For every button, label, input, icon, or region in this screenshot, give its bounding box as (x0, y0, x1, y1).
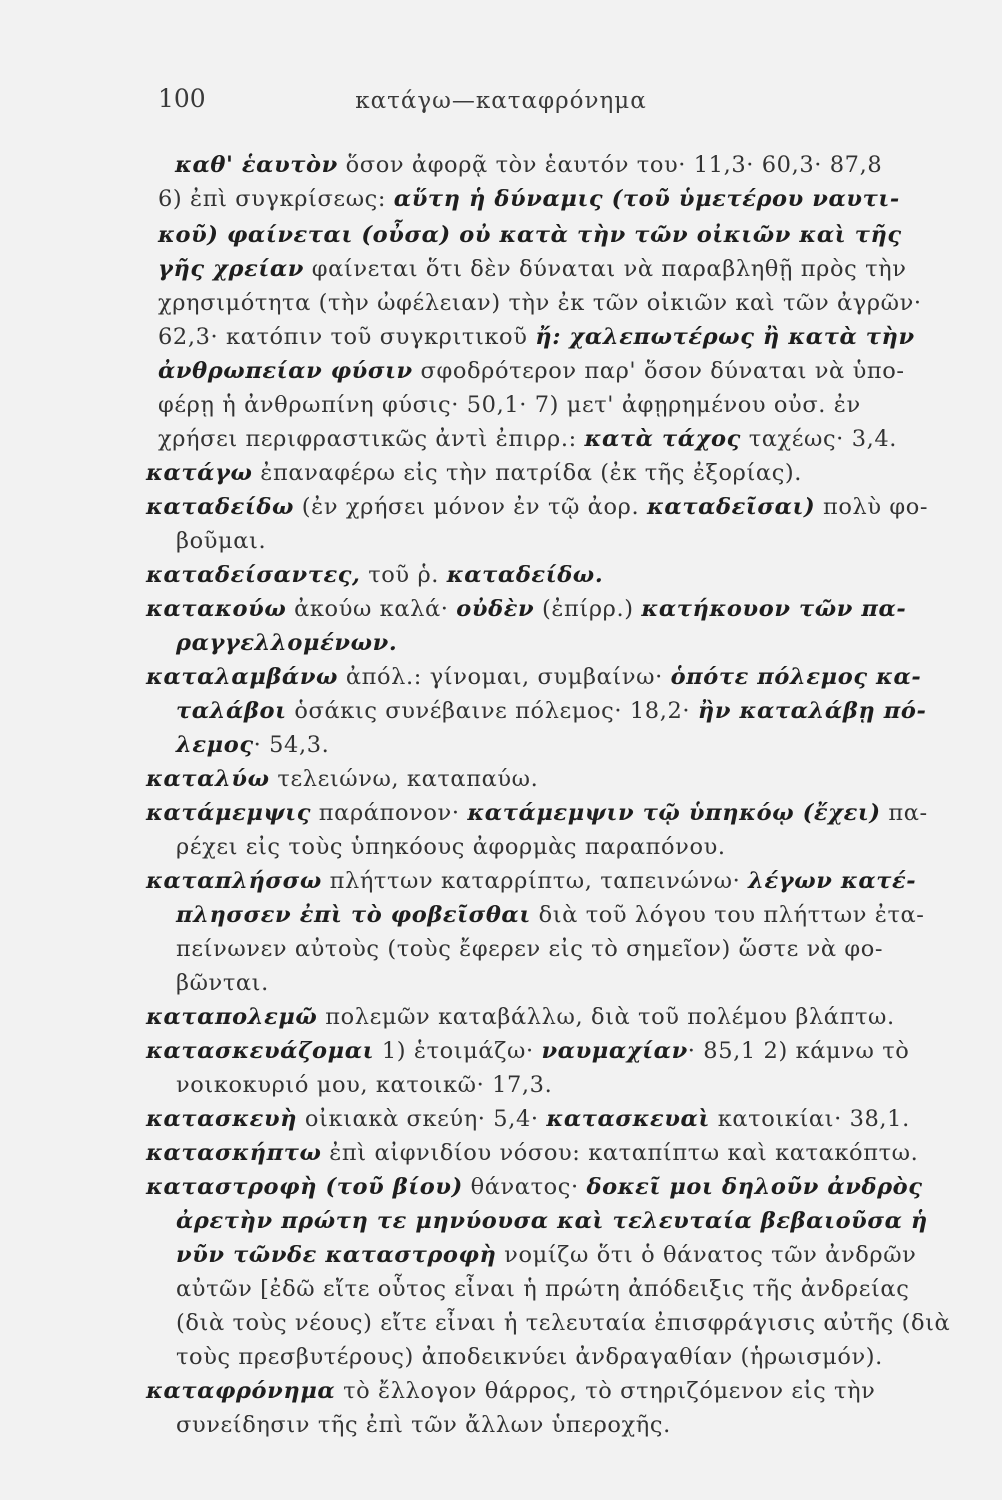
entry-headline (146, 490, 928, 525)
headword: καθ' ἑαυτὸν (175, 152, 338, 178)
headword: ἀνθρωπείαν φύσιν (158, 358, 413, 384)
headword: καταστροφὴ (τοῦ βίου) (146, 1174, 463, 1200)
headword: καταδεῖσαι) (646, 494, 816, 520)
entry-line (158, 286, 922, 321)
definition-text: οἰκιακὰ σκεύη· 5,4· (297, 1106, 547, 1132)
headword: καταδείδω. (446, 562, 604, 588)
definition-text: τὸ ἔλλογον θάρρος, τὸ στηριζόμενον εἰς τὴν (335, 1378, 876, 1404)
entry-line (176, 1068, 552, 1103)
entry-line (176, 898, 925, 933)
running-head: κατάγω—καταφρόνημα (355, 88, 647, 114)
definition-text: παράπονον· (311, 800, 468, 826)
entry-line (158, 320, 915, 355)
headword: ἢν καταλάβῃ πό- (697, 698, 927, 724)
headword: κατάμεμψις (146, 800, 312, 826)
definition-text: ἀπόλ.: γίνομαι, συμβαίνω· (338, 664, 671, 690)
entry-headline (146, 1000, 895, 1035)
headword: καταλαμβάνω (146, 664, 339, 690)
headword: ἤ: χαλεπωτέρως ἢ κατὰ τὴν (535, 324, 915, 350)
definition-text: τελειώνω, καταπαύω. (269, 766, 539, 792)
definition-text: συνείδησιν τῆς ἐπὶ τῶν ἄλλων ὑπεροχῆς. (176, 1412, 671, 1438)
definition-text: πείνωνεν αὐτοὺς (τοὺς ἔφερεν εἰς τὸ σημεῖον) ὥστε νὰ φο- (176, 936, 884, 962)
definition-text: (διὰ τοὺς νέους) εἴτε εἶναι ἡ τελευταία ἐπισφράγισις αὐτῆς (διὰ (176, 1310, 951, 1336)
headword: ταλάβοι (176, 698, 287, 724)
entry-line (176, 694, 926, 729)
definition-text: ἐπαναφέρω εἰς τὴν πατρίδα (ἐκ τῆς ἐξορίας). (252, 460, 803, 486)
definition-text: πα- (880, 800, 928, 826)
entry-line (176, 932, 883, 967)
headword: λέγων κατέ- (748, 868, 917, 894)
definition-text: χρήσει περιφραστικῶς ἀντὶ ἐπιρρ.: (158, 426, 585, 452)
headword: πλησσεν ἐπὶ τὸ φοβεῖσθαι (176, 902, 531, 928)
definition-text: χρησιμότητα (τὴν ὠφέλειαν) τὴν ἐκ τῶν οἰκιῶν καὶ τῶν ἀγρῶν· (158, 290, 922, 316)
headword: ἀρετὴν πρώτη τε μηνύουσα καὶ τελευταία βεβαιοῦσα ἡ (176, 1208, 928, 1234)
definition-text: ὁσάκις συνέβαινε πόλεμος· 18,2· (286, 698, 698, 724)
entry-line (176, 1272, 909, 1307)
headword: οὐδὲν (456, 596, 535, 622)
definition-text: νομίζω ὅτι ὁ θάνατος τῶν ἀνδρῶν (496, 1242, 917, 1268)
entry-headline (146, 1170, 923, 1205)
definition-text: φέρῃ ἡ ἀνθρωπίνη φύσις· 50,1· 7) μετ' ἀφῃρημένου οὐσ. ἐν (158, 392, 861, 418)
definition-text: (ἐν χρήσει μόνον ἐν τῷ ἀορ. (294, 494, 647, 520)
entry-line (158, 182, 900, 217)
entry-line (158, 218, 902, 253)
headword: κατασκευαὶ (546, 1106, 710, 1132)
headword: κατασκευάζομαι (146, 1038, 375, 1064)
definition-text: 6) ἐπὶ συγκρίσεως: (158, 186, 394, 212)
headword: κατασκευὴ (146, 1106, 298, 1132)
entry-headline (146, 796, 928, 831)
definition-text: νοικοκυριό μου, κατοικῶ· 17,3. (176, 1072, 553, 1098)
headword: καταδείδω (146, 494, 295, 520)
definition-text: τοὺς πρεσβυτέρους) ἀποδεικνύει ἀνδραγαθίαν (ἡρωισμόν). (176, 1344, 883, 1370)
entry-headline (146, 456, 802, 491)
definition-text: διὰ τοῦ λόγου του πλήττων ἐτα- (530, 902, 925, 928)
headword: καταδείσαντες, (146, 562, 361, 588)
headword: κοῦ) φαίνεται (οὖσα) οὐ κατὰ τὴν τῶν οἰκιῶν καὶ τῆς (158, 222, 902, 248)
definition-text: ἀκούω καλά· (286, 596, 457, 622)
entry-headline (146, 1374, 875, 1409)
page-number: 100 (158, 84, 206, 113)
entry-line (176, 1238, 916, 1273)
headword: κατακούω (146, 596, 287, 622)
entry-headline (146, 1136, 918, 1171)
headword: νῦν τῶνδε καταστροφὴ (176, 1242, 497, 1268)
definition-text: ἐπὶ αἰφνιδίου νόσου: καταπίπτω καὶ κατακόπτω. (321, 1140, 919, 1166)
entry-headline (146, 1102, 910, 1137)
entry-line (176, 1340, 883, 1375)
headword: κατασκήπτω (146, 1140, 322, 1166)
entry-headline (146, 864, 916, 899)
definition-text: φαίνεται ὅτι δὲν δύναται νὰ παραβληθῇ πρὸς τὴν (304, 256, 907, 282)
headword: γῆς χρείαν (158, 256, 304, 282)
definition-text: · 85,1 2) κάμνω τὸ (687, 1038, 910, 1064)
entry-headline (146, 1034, 909, 1069)
definition-text: · 54,3. (253, 732, 330, 758)
definition-text: 62,3· κατόπιν τοῦ συγκριτικοῦ (158, 324, 536, 350)
entry-line (158, 422, 897, 457)
headword: καταπολεμῶ (146, 1004, 318, 1030)
definition-text: βῶνται. (176, 970, 269, 996)
headword: κατάμεμψιν τῷ ὑπηκόῳ (ἔχει) (467, 800, 881, 826)
headword: δοκεῖ μοι δηλοῦν ἀνδρὸς (586, 1174, 923, 1200)
headword: κατὰ τάχος (584, 426, 741, 452)
entry-line (176, 728, 329, 763)
entry-headline (146, 660, 921, 695)
headword: ναυμαχίαν (541, 1038, 688, 1064)
headword: κατήκουον τῶν πα- (641, 596, 907, 622)
entry-line (176, 524, 266, 559)
definition-text: πολὺ φο- (815, 494, 929, 520)
entry-line (176, 1204, 928, 1239)
definition-text: βοῦμαι. (176, 528, 267, 554)
entry-line (158, 388, 861, 423)
definition-text: 1) ἑτοιμάζω· (374, 1038, 542, 1064)
entry-line (176, 966, 269, 1001)
definition-text: (ἐπίρρ.) (534, 596, 642, 622)
headword: καταφρόνημα (146, 1378, 336, 1404)
definition-text: ὅσον ἀφορᾷ τὸν ἑαυτόν του· 11,3· 60,3· 87,8 (337, 152, 883, 178)
entry-headline (146, 558, 603, 593)
headword: ραγγελλομένων. (176, 630, 398, 656)
headword: κατάγω (146, 460, 253, 486)
entry-line (176, 1408, 671, 1443)
headword: αὕτη ἡ δύναμις (τοῦ ὑμετέρου ναυτι- (393, 186, 900, 212)
entry-line (158, 252, 906, 287)
entry-line (176, 1306, 950, 1341)
definition-text: κατοικίαι· 38,1. (709, 1106, 910, 1132)
definition-text: ρέχει εἰς τοὺς ὑπηκόους ἀφορμὰς παραπόνου. (176, 834, 726, 860)
entry-line (176, 830, 726, 865)
headword: λεμος (176, 732, 254, 758)
headword: ὁπότε πόλεμος κα- (670, 664, 922, 690)
definition-text: θάνατος· (462, 1174, 587, 1200)
definition-text: ταχέως· 3,4. (740, 426, 898, 452)
entry-line (176, 626, 397, 661)
definition-text: αὐτῶν [ἐδῶ εἴτε οὗτος εἶναι ἡ πρώτη ἀπόδειξις τῆς ἀνδρείας (176, 1276, 910, 1302)
entry-headline (146, 592, 906, 627)
definition-text: τοῦ ῥ. (360, 562, 447, 588)
headword: καταλύω (146, 766, 270, 792)
entry-headline (175, 148, 882, 183)
entry-line (158, 354, 905, 389)
definition-text: σφοδρότερον παρ' ὅσον δύναται νὰ ὑπο- (412, 358, 905, 384)
definition-text: πλήττων καταρρίπτω, ταπεινώνω· (321, 868, 749, 894)
headword: καταπλήσσω (146, 868, 322, 894)
definition-text: πολεμῶν καταβάλλω, διὰ τοῦ πολέμου βλάπτω. (317, 1004, 895, 1030)
entry-headline (146, 762, 538, 797)
